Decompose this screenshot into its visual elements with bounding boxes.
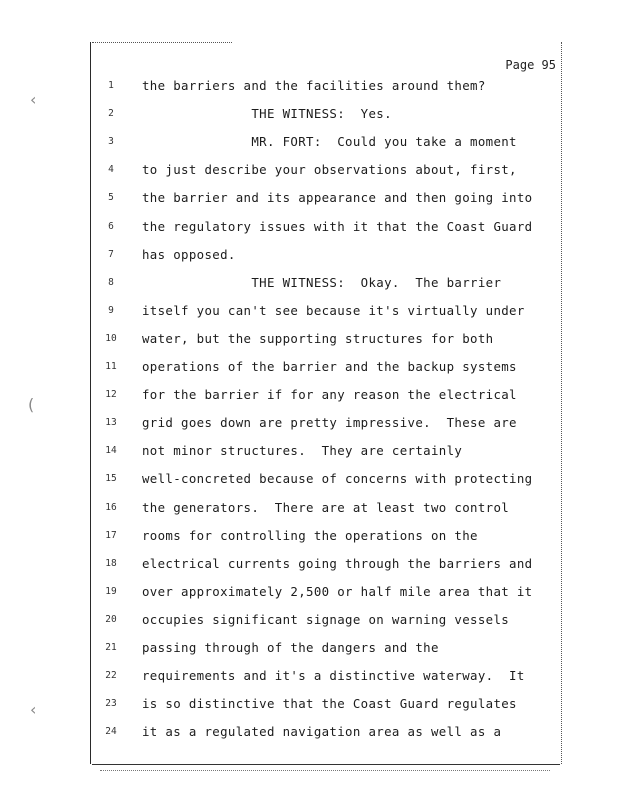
line-text: grid goes down are pretty impressive. These are	[142, 415, 517, 431]
transcript-line	[0, 104, 618, 132]
line-number: 21	[105, 642, 117, 653]
line-number: 6	[108, 220, 114, 232]
line-text: over approximately 2,500 or half mile area that it	[142, 583, 533, 599]
line-text: THE WITNESS: Yes.	[142, 106, 392, 122]
margin-mark: (	[28, 395, 35, 414]
line-number: 20	[105, 613, 117, 625]
line-text: it as a regulated navigation area as well as a	[142, 724, 502, 740]
line-number: 23	[105, 698, 117, 710]
line-number: 7	[108, 248, 114, 260]
line-text: water, but the supporting structures for both	[142, 330, 494, 346]
line-number: 15	[105, 473, 117, 485]
bottom-rule	[92, 764, 560, 765]
transcript-line	[0, 132, 618, 160]
transcript-line	[0, 722, 618, 750]
line-number: 24	[105, 726, 117, 738]
transcript-line	[0, 694, 618, 722]
transcript-line	[0, 273, 618, 301]
line-text: THE WITNESS: Okay. The barrier	[142, 274, 502, 290]
transcript-line	[0, 554, 618, 582]
transcript-line	[0, 357, 618, 385]
line-number: 22	[105, 670, 117, 682]
line-number: 3	[108, 136, 114, 148]
transcript-line	[0, 160, 618, 188]
transcript-line	[0, 526, 618, 554]
line-text: well-concreted because of concerns with protecting	[142, 471, 533, 487]
transcript-line	[0, 245, 618, 273]
transcript-line	[0, 666, 618, 694]
line-number: 4	[108, 164, 114, 176]
line-text: for the barrier if for any reason the electrical	[142, 387, 517, 403]
line-text: the regulatory issues with it that the Coast Guard	[142, 218, 533, 234]
line-number: 19	[105, 585, 117, 597]
line-text: has opposed.	[142, 246, 236, 262]
line-number: 16	[105, 501, 117, 513]
margin-mark: ‹	[30, 700, 37, 719]
line-text: rooms for controlling the operations on the	[142, 527, 478, 543]
line-number: 10	[105, 332, 117, 344]
line-number: 8	[108, 276, 114, 288]
line-number: 17	[105, 529, 117, 541]
line-number: 13	[105, 417, 117, 429]
transcript-line	[0, 413, 618, 441]
line-text: requirements and it's a distinctive waterway. It	[142, 668, 525, 684]
transcript-line	[0, 301, 618, 329]
line-number: 1	[108, 80, 114, 91]
line-text: the barriers and the facilities around them?	[142, 78, 486, 93]
top-rule	[92, 42, 232, 43]
transcript-line	[0, 188, 618, 216]
line-number: 9	[108, 304, 114, 316]
transcript-line	[0, 498, 618, 526]
line-number: 5	[108, 192, 114, 204]
line-text: passing through of the dangers and the	[142, 640, 439, 655]
line-text: operations of the barrier and the backup systems	[142, 359, 517, 374]
transcript-line	[0, 76, 618, 104]
line-text: electrical currents going through the barriers and	[142, 555, 533, 571]
transcript-line	[0, 329, 618, 357]
line-number: 11	[105, 361, 117, 372]
line-number: 2	[108, 108, 114, 120]
line-text: to just describe your observations about, first,	[142, 162, 517, 178]
transcript-line	[0, 385, 618, 413]
transcript-line	[0, 638, 618, 666]
transcript-line	[0, 217, 618, 245]
line-text: the barrier and its appearance and then going into	[142, 190, 533, 206]
line-number: 14	[105, 445, 117, 457]
transcript-line	[0, 441, 618, 469]
line-text: is so distinctive that the Coast Guard regulates	[142, 696, 517, 712]
page-number: Page 95	[505, 58, 556, 72]
transcript-line	[0, 469, 618, 497]
transcript-line	[0, 582, 618, 610]
line-text: MR. FORT: Could you take a moment	[142, 134, 517, 150]
margin-mark: ‹	[30, 90, 37, 109]
line-number: 18	[105, 557, 117, 569]
line-text: not minor structures. They are certainly	[142, 443, 463, 459]
line-text: the generators. There are at least two control	[142, 499, 510, 515]
line-text: occupies significant signage on warning vessels	[142, 611, 510, 627]
bottom-dotted-rule	[100, 770, 550, 771]
line-text: itself you can't see because it's virtually under	[142, 302, 525, 318]
transcript-line	[0, 610, 618, 638]
line-number: 12	[105, 389, 117, 401]
